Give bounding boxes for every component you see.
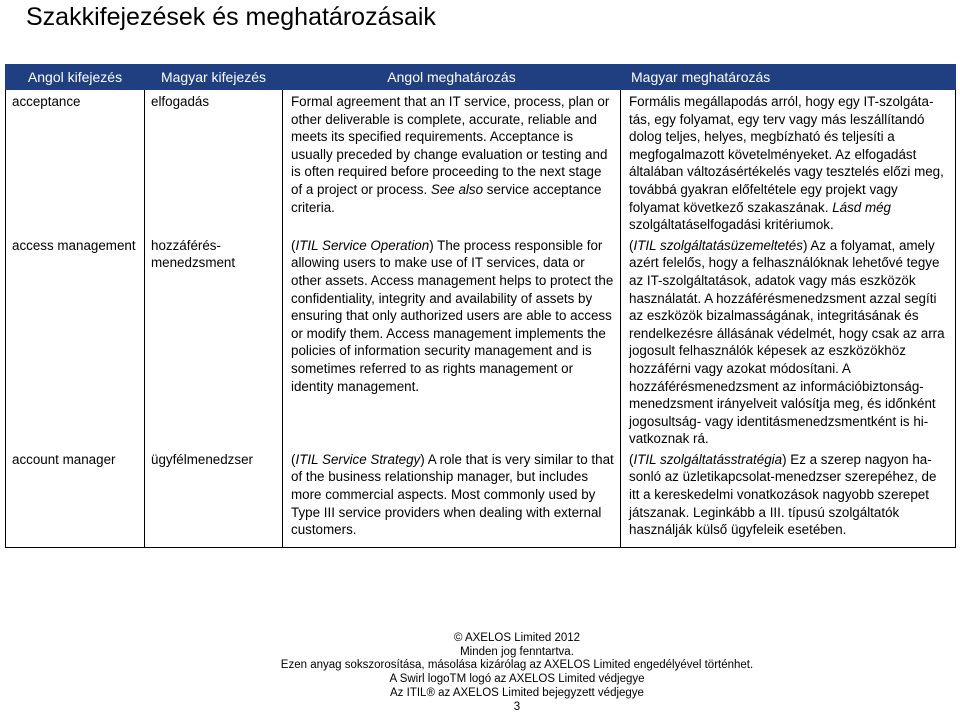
table-header-row [6,65,956,90]
footer-reproduction: Ezen anyag sokszorosítása, másolása kizárólag az AXELOS Limited engedélyével történhet. [280,659,754,672]
table-row [6,234,956,448]
definition-text: Formal agreement that an IT service, process, plan or other deliverable is complete, accurate, reliable and meets its specified requirements. Acceptance is usually preceded by change evaluation or testing and is often required before proceeding to the next stage of a project or process. [291,94,610,197]
page-number: 3 [513,700,521,713]
book-reference: ITIL szolgáltatásüzemeltetés [633,237,803,253]
english-definition: (ITIL Service Operation) The process responsible for allowing users to make use of IT services, data or other assets. Access management helps to protect the confidentiality, integrity and availability of assets by ensuring that only authorized users are able to access or modify them. Access management implements the policies of information security management and is sometimes referred to as rights management or identity management. [283,234,621,448]
header-hungarian-definition: Magyar meghatározás [621,65,956,90]
english-term: acceptance [6,90,145,234]
hungarian-definition [621,90,956,234]
english-definition [283,90,621,234]
definition-text: ) Ez a szerep nagyon hasonló az üzletikapcsolat-menedzser szerepéhez, de itt a kereskedelmi vonatkozások nagyobb szerepet játszanak. Leginkább a III. típusú szolgáltatók használják külső ügyfeleik esetében. [629,451,937,538]
definition-text: ) Az a folyamat, amely azért felelős, hogy a felhasználóknak lehetővé tegye az IT-szolgáltatások, adatok vagy más eszközök használatát. A hozzáférésmenedzsment azzal segíti az eszközök bizalmasságának, integritásának és rendelkezésre állásának védelmét, hogy csak az arra jogosult felhasználók képesek az eszközökhöz hozzáférni vagy azokat módosítani. A hozzáférésmenedzsment az információbiztonságmenedzsment irányelveit valósítja meg, és időnként jogosultság- vagy identitásmenedzsmentként is hivatkoznak rá. [629,237,945,447]
header-english-term: Angol kifejezés [6,65,145,90]
glossary-table [5,64,956,548]
hungarian-term: elfogadás [145,90,283,234]
table-row [6,90,956,234]
see-also-target: service acceptance criteria. [291,181,602,215]
footer-copyright: © AXELOS Limited 2012 [453,632,581,644]
see-also-label: See also [430,181,484,197]
footer-itil-trademark: Az ITIL® az AXELOS Limited bejegyzett védjegye [390,686,644,699]
header-hungarian-term: Magyar kifejezés [145,65,283,90]
footer-rights: Minden jog fenntartva. [460,645,574,658]
book-reference: ITIL szolgáltatásstratégia [633,451,783,467]
definition-text: ) A role that is very similar to that of the business relationship manager, but includes more commercial aspects. Most commonly used by Type III service providers when dealing with external customers. [291,451,614,538]
page-footer [0,632,960,714]
see-also-target: szolgáltatáselfogadási kritériumok. [629,217,834,233]
book-reference: ITIL Service Strategy [295,451,421,467]
see-also-label: Lásd még [832,199,891,215]
table-row [6,448,956,548]
book-reference: ITIL Service Operation [295,237,430,253]
hungarian-definition: (ITIL szolgáltatásüzemeltetés) Az a folyamat, amely azért felelős, hogy a felhasználóknak lehetővé tegye az IT-szolgáltatások, adatok vagy más eszközök használatát. A hozzáférésmenedzsment azzal segíti az eszközök bizalmasságának, integritásának és rendelkezésre állásának védelmét, hogy csak az arra jogosult felhasználók képesek az eszközökhöz hozzáférni vagy azokat módosítani. A hozzáférésmenedzsment az információbiztonságmenedzsment irányelveit valósítja meg, és időnként jogosultság- vagy identitásmenedzsmentként is hivatkoznak rá. [621,234,956,448]
page-title: Szakkifejezések és meghatározásaik [26,3,436,31]
header-english-definition: Angol meghatározás [283,65,621,90]
english-term: access management [6,234,145,448]
english-definition: (ITIL Service Strategy) A role that is very similar to that of the business relationship manager, but includes more commercial aspects. Most commonly used by Type III service providers when dealing with external customers. [283,448,621,548]
english-term: account manager [6,448,145,548]
definition-text: ) The process responsible for allowing users to make use of IT services, data or other assets. Access management helps to protect the confidentiality, integrity and availability of assets by ensuring that only authorized users are able to access or modify them. Access management implements the policies of information security management and is sometimes referred to as rights management or identity management. [291,237,614,394]
definition-text: Formális megállapodás arról, hogy egy IT-szolgátatás, egy folyamat, egy terv vagy más leszállítandó dolog teljes, helyes, megbízható és teljesíti a megfogalmazott követelményeket. Az elfogadást általában változásértékelés vagy tesztelés előzi meg, továbbá gyakran előfeltétele egy projekt vagy folyamat következő szakaszának. [629,94,944,215]
hungarian-term: ügyfélmenedzser [145,448,283,548]
footer-swirl-trademark: A Swirl logoTM logó az AXELOS Limited védjegye [389,673,645,686]
hungarian-term: hozzáférésmenedzsment [145,234,283,448]
hungarian-definition: (ITIL szolgáltatásstratégia) Ez a szerep nagyon hasonló az üzletikapcsolat-menedzser szerepéhez, de itt a kereskedelmi vonatkozások nagyobb szerepet játszanak. Leginkább a III. típusú szolgáltatók használják külső ügyfeleik esetében. [621,448,956,548]
